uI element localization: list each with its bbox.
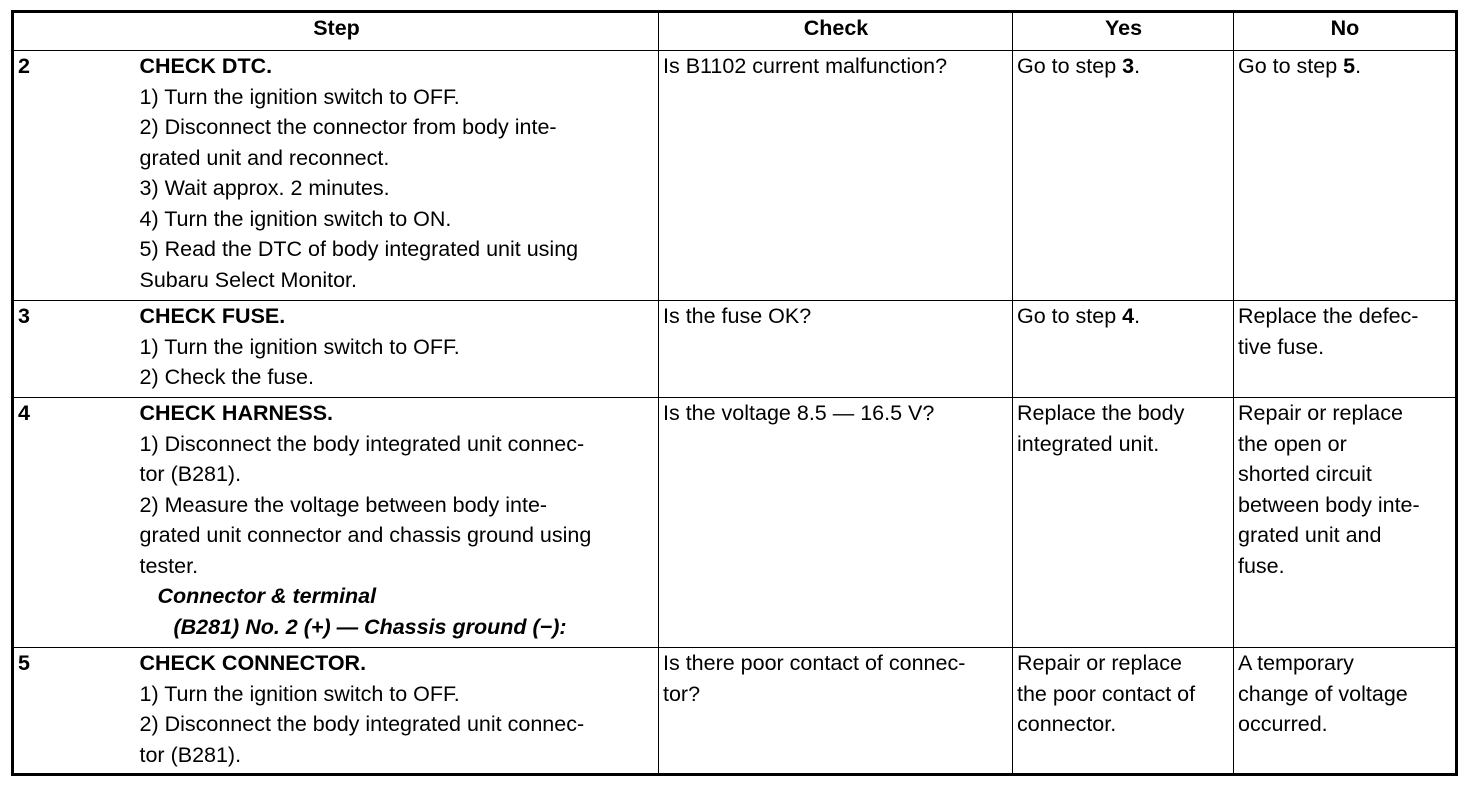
table-row	[13, 398, 1457, 648]
step-title: CHECK CONNECTOR.	[139, 651, 367, 675]
step-line: grated unit and reconnect.	[139, 145, 390, 170]
step-line: 2) Disconnect the body integrated unit connec-	[139, 712, 585, 736]
connector-terminal-spec: (B281) No. 2 (+) — Chassis ground (−):	[173, 614, 567, 639]
diagnostic-table	[11, 10, 1458, 776]
yes-suffix: .	[1134, 304, 1141, 328]
step-line: 2) Disconnect the connector from body inte-	[139, 115, 557, 139]
no-suffix: .	[1355, 54, 1362, 78]
no-text: Go to step	[1238, 54, 1344, 78]
no-line: occurred.	[1238, 712, 1328, 736]
yes-line: Repair or replace	[1017, 651, 1182, 675]
no-cell	[1234, 51, 1457, 301]
step-line: 1) Turn the ignition switch to OFF.	[139, 681, 460, 706]
step-title: CHECK DTC.	[139, 54, 273, 78]
header-row	[13, 12, 1457, 51]
yes-suffix: .	[1134, 54, 1141, 78]
step-cell	[136, 398, 659, 648]
step-cell	[136, 648, 659, 775]
yes-text: Go to step	[1017, 54, 1123, 78]
check-line: Is there poor contact of connec-	[663, 651, 966, 675]
step-line: Subaru Select Monitor.	[139, 267, 358, 292]
step-number: 2	[13, 51, 136, 301]
step-line: 1) Turn the ignition switch to OFF.	[139, 334, 460, 359]
yes-cell	[1013, 398, 1234, 648]
step-number: 3	[13, 301, 136, 398]
yes-line: the poor contact of	[1017, 681, 1196, 706]
step-title: CHECK FUSE.	[139, 304, 286, 328]
step-line: grated unit connector and chassis ground using	[139, 523, 592, 547]
yes-line: connector.	[1017, 712, 1117, 736]
check-cell	[659, 648, 1013, 775]
step-cell	[136, 301, 659, 398]
no-cell	[1234, 301, 1457, 398]
yes-line: Replace the body	[1017, 401, 1185, 425]
step-line: 4) Turn the ignition switch to ON.	[139, 206, 452, 231]
yes-cell	[1013, 301, 1234, 398]
header-no: No	[1234, 12, 1457, 51]
yes-line: integrated unit.	[1017, 431, 1160, 456]
check-cell: Is the voltage 8.5 — 16.5 V?	[659, 398, 1013, 648]
check-cell: Is B1102 current malfunction?	[659, 51, 1013, 301]
step-line: tor (B281).	[139, 742, 242, 767]
step-line: 1) Turn the ignition switch to OFF.	[139, 84, 460, 109]
yes-step-ref: 3	[1122, 54, 1135, 78]
yes-cell	[1013, 648, 1234, 775]
table-row	[13, 648, 1457, 775]
step-line: tor (B281).	[139, 462, 242, 486]
step-line: 2) Check the fuse.	[139, 365, 314, 389]
no-line: change of voltage	[1238, 681, 1408, 706]
no-line: between body inte-	[1238, 492, 1420, 517]
check-line: tor?	[663, 681, 701, 706]
yes-cell	[1013, 51, 1234, 301]
step-title: CHECK HARNESS.	[139, 401, 334, 425]
yes-text: Go to step	[1017, 304, 1123, 328]
yes-step-ref: 4	[1122, 304, 1135, 328]
header-yes: Yes	[1013, 12, 1234, 51]
step-number: 4	[13, 398, 136, 648]
no-cell	[1234, 398, 1457, 648]
no-line: tive fuse.	[1238, 334, 1325, 359]
step-line: 1) Disconnect the body integrated unit connec-	[139, 431, 585, 456]
no-line: Repair or replace	[1238, 401, 1403, 425]
header-step: Step	[13, 12, 659, 51]
no-line: shorted circuit	[1238, 462, 1372, 486]
step-line: 3) Wait approx. 2 minutes.	[139, 176, 390, 200]
table-row	[13, 301, 1457, 398]
step-line: 2) Measure the voltage between body inte-	[139, 492, 548, 517]
step-line: 5) Read the DTC of body integrated unit using	[139, 237, 579, 261]
no-cell	[1234, 648, 1457, 775]
no-line: grated unit and	[1238, 523, 1382, 547]
no-line: the open or	[1238, 431, 1347, 456]
no-line: fuse.	[1238, 553, 1285, 578]
step-number: 5	[13, 648, 136, 775]
no-line: A temporary	[1238, 651, 1354, 675]
no-step-ref: 5	[1343, 54, 1356, 78]
header-check: Check	[659, 12, 1013, 51]
no-line: Replace the defec-	[1238, 304, 1419, 328]
step-line: tester.	[139, 553, 199, 578]
connector-terminal-label: Connector & terminal	[157, 584, 377, 608]
step-cell	[136, 51, 659, 301]
check-cell: Is the fuse OK?	[659, 301, 1013, 398]
table-row	[13, 51, 1457, 301]
